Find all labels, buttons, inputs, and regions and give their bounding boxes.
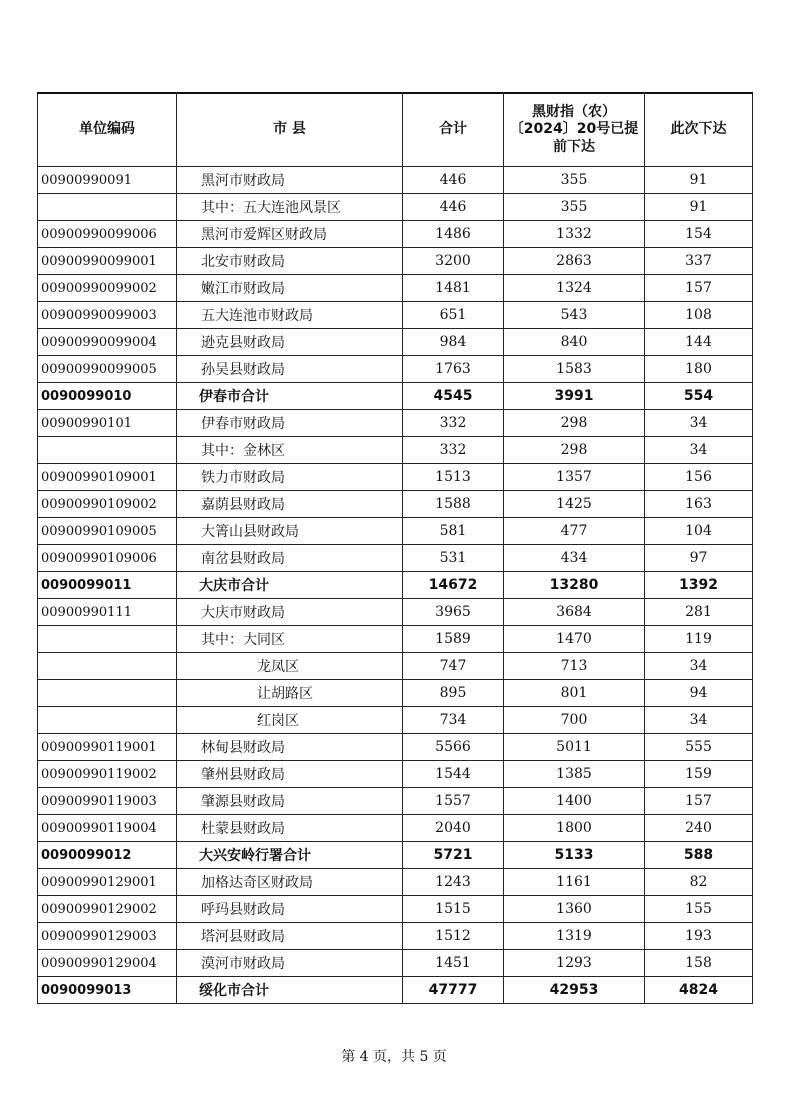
current-cell: 193: [645, 923, 753, 950]
table-row-subtotal: [38, 572, 753, 599]
name-cell: 伊春市财政局: [177, 410, 403, 437]
name-cell: 肇源县财政局: [177, 788, 403, 815]
total-cell: 581: [403, 518, 504, 545]
advance-cell: 543: [504, 302, 645, 329]
current-cell: 4824: [645, 977, 753, 1004]
name-cell: 孙吴县财政局: [177, 356, 403, 383]
current-cell: 144: [645, 329, 753, 356]
total-cell: 3965: [403, 599, 504, 626]
advance-cell: 477: [504, 518, 645, 545]
advance-cell: 1583: [504, 356, 645, 383]
name-cell: 其中：大同区: [177, 626, 403, 653]
current-cell: 163: [645, 491, 753, 518]
table-row: [38, 734, 753, 761]
current-cell: 34: [645, 707, 753, 734]
total-cell: 1515: [403, 896, 504, 923]
table-row: [38, 167, 753, 194]
total-cell: 1557: [403, 788, 504, 815]
total-cell: 446: [403, 194, 504, 221]
code-cell: 00900990099005: [38, 356, 177, 383]
code-cell: 0090099013: [38, 977, 177, 1004]
current-cell: 82: [645, 869, 753, 896]
code-cell: 00900990111: [38, 599, 177, 626]
total-cell: 4545: [403, 383, 504, 410]
code-cell: 00900990109006: [38, 545, 177, 572]
table-row: [38, 302, 753, 329]
name-cell: 大兴安岭行署合计: [177, 842, 403, 869]
current-cell: 94: [645, 680, 753, 707]
current-cell: 155: [645, 896, 753, 923]
table-row: [38, 761, 753, 788]
current-cell: 34: [645, 410, 753, 437]
name-cell: 逊克县财政局: [177, 329, 403, 356]
current-cell: 91: [645, 194, 753, 221]
name-cell: 加格达奇区财政局: [177, 869, 403, 896]
current-cell: 554: [645, 383, 753, 410]
table-row: [38, 815, 753, 842]
advance-cell: 1324: [504, 275, 645, 302]
advance-cell: 434: [504, 545, 645, 572]
table-row: [38, 653, 753, 680]
code-cell: [38, 680, 177, 707]
advance-cell: 1332: [504, 221, 645, 248]
advance-cell: 3991: [504, 383, 645, 410]
total-cell: 1486: [403, 221, 504, 248]
table-row: [38, 896, 753, 923]
total-cell: 1763: [403, 356, 504, 383]
total-cell: 5721: [403, 842, 504, 869]
current-cell: 34: [645, 437, 753, 464]
code-cell: 00900990109002: [38, 491, 177, 518]
table-row: [38, 788, 753, 815]
advance-cell: 1319: [504, 923, 645, 950]
name-cell: 其中：金林区: [177, 437, 403, 464]
code-cell: 00900990119001: [38, 734, 177, 761]
current-cell: 240: [645, 815, 753, 842]
table-row: [38, 680, 753, 707]
advance-cell: 840: [504, 329, 645, 356]
total-cell: 1544: [403, 761, 504, 788]
name-cell: 杜蒙县财政局: [177, 815, 403, 842]
total-cell: 2040: [403, 815, 504, 842]
name-cell: 南岔县财政局: [177, 545, 403, 572]
name-cell: 龙凤区: [177, 653, 403, 680]
current-cell: 34: [645, 653, 753, 680]
code-cell: [38, 653, 177, 680]
code-cell: [38, 707, 177, 734]
code-cell: 0090099010: [38, 383, 177, 410]
table-row: [38, 545, 753, 572]
table-row: [38, 437, 753, 464]
code-cell: [38, 437, 177, 464]
total-cell: 1513: [403, 464, 504, 491]
name-cell: 林甸县财政局: [177, 734, 403, 761]
code-cell: [38, 626, 177, 653]
table-body: [38, 167, 753, 1004]
table-row: [38, 599, 753, 626]
advance-cell: 1425: [504, 491, 645, 518]
name-cell: 嘉荫县财政局: [177, 491, 403, 518]
current-cell: 154: [645, 221, 753, 248]
current-cell: 159: [645, 761, 753, 788]
advance-cell: 1470: [504, 626, 645, 653]
advance-cell: 2863: [504, 248, 645, 275]
advance-cell: 355: [504, 167, 645, 194]
advance-cell: 1293: [504, 950, 645, 977]
total-cell: 1512: [403, 923, 504, 950]
name-cell: 嫩江市财政局: [177, 275, 403, 302]
code-cell: 00900990109005: [38, 518, 177, 545]
table-row: [38, 248, 753, 275]
name-cell: 伊春市合计: [177, 383, 403, 410]
table-row: [38, 518, 753, 545]
name-cell: 铁力市财政局: [177, 464, 403, 491]
table-row: [38, 329, 753, 356]
table-row: [38, 950, 753, 977]
advance-cell: 801: [504, 680, 645, 707]
advance-cell: 1357: [504, 464, 645, 491]
name-cell: 其中：五大连池风景区: [177, 194, 403, 221]
advance-cell: 1385: [504, 761, 645, 788]
advance-cell: 298: [504, 437, 645, 464]
total-cell: 332: [403, 410, 504, 437]
code-cell: [38, 194, 177, 221]
name-cell: 大庆市合计: [177, 572, 403, 599]
code-cell: 00900990119004: [38, 815, 177, 842]
current-cell: 337: [645, 248, 753, 275]
current-cell: 588: [645, 842, 753, 869]
advance-cell: 1400: [504, 788, 645, 815]
advance-cell: 1800: [504, 815, 645, 842]
current-cell: 104: [645, 518, 753, 545]
table-row: [38, 275, 753, 302]
table-header-row: [38, 93, 753, 167]
name-cell: 北安市财政局: [177, 248, 403, 275]
total-cell: 14672: [403, 572, 504, 599]
table-row: [38, 356, 753, 383]
code-cell: 00900990129002: [38, 896, 177, 923]
name-cell: 塔河县财政局: [177, 923, 403, 950]
current-cell: 180: [645, 356, 753, 383]
table-row: [38, 491, 753, 518]
table-row: [38, 923, 753, 950]
code-cell: 00900990109001: [38, 464, 177, 491]
advance-cell: 5011: [504, 734, 645, 761]
table-row-subtotal: [38, 842, 753, 869]
name-cell: 大庆市财政局: [177, 599, 403, 626]
name-cell: 肇州县财政局: [177, 761, 403, 788]
total-cell: 1588: [403, 491, 504, 518]
total-cell: 446: [403, 167, 504, 194]
code-cell: 00900990129003: [38, 923, 177, 950]
current-cell: 157: [645, 275, 753, 302]
total-cell: 734: [403, 707, 504, 734]
advance-cell: 3684: [504, 599, 645, 626]
code-cell: 00900990099001: [38, 248, 177, 275]
advance-cell: 1360: [504, 896, 645, 923]
table-row: [38, 707, 753, 734]
code-cell: 00900990099003: [38, 302, 177, 329]
allocation-table: [37, 92, 753, 1004]
table-row: [38, 869, 753, 896]
advance-cell: 1161: [504, 869, 645, 896]
total-cell: 651: [403, 302, 504, 329]
code-cell: 00900990101: [38, 410, 177, 437]
advance-cell: 355: [504, 194, 645, 221]
current-cell: 108: [645, 302, 753, 329]
total-cell: 984: [403, 329, 504, 356]
total-cell: 895: [403, 680, 504, 707]
name-cell: 大箐山县财政局: [177, 518, 403, 545]
total-cell: 531: [403, 545, 504, 572]
table-row: [38, 221, 753, 248]
table-row: [38, 194, 753, 221]
table-row: [38, 626, 753, 653]
code-cell: 00900990119002: [38, 761, 177, 788]
current-cell: 156: [645, 464, 753, 491]
name-cell: 呼玛县财政局: [177, 896, 403, 923]
total-cell: 1451: [403, 950, 504, 977]
page-number: 第 4 页，共 5 页: [341, 1049, 447, 1065]
advance-cell: 5133: [504, 842, 645, 869]
header-current-issue: 此次下达: [645, 93, 753, 167]
name-cell: 漠河市财政局: [177, 950, 403, 977]
total-cell: 1243: [403, 869, 504, 896]
total-cell: 5566: [403, 734, 504, 761]
current-cell: 1392: [645, 572, 753, 599]
total-cell: 747: [403, 653, 504, 680]
advance-cell: 298: [504, 410, 645, 437]
current-cell: 97: [645, 545, 753, 572]
advance-cell: 42953: [504, 977, 645, 1004]
advance-cell: 713: [504, 653, 645, 680]
name-cell: 让胡路区: [177, 680, 403, 707]
name-cell: 黑河市财政局: [177, 167, 403, 194]
code-cell: 00900990129001: [38, 869, 177, 896]
header-unit-code: 单位编码: [38, 93, 177, 167]
total-cell: 1589: [403, 626, 504, 653]
table-row-subtotal: [38, 383, 753, 410]
table-row-subtotal: [38, 977, 753, 1004]
name-cell: 五大连池市财政局: [177, 302, 403, 329]
code-cell: 00900990091: [38, 167, 177, 194]
code-cell: 0090099011: [38, 572, 177, 599]
header-advance-issued: 黑财指（农）〔2024〕20号已提前下达: [504, 93, 645, 167]
total-cell: 332: [403, 437, 504, 464]
current-cell: 555: [645, 734, 753, 761]
current-cell: 281: [645, 599, 753, 626]
code-cell: 00900990119003: [38, 788, 177, 815]
advance-cell: 13280: [504, 572, 645, 599]
total-cell: 3200: [403, 248, 504, 275]
code-cell: 00900990099004: [38, 329, 177, 356]
current-cell: 119: [645, 626, 753, 653]
header-city-county: 市 县: [177, 93, 403, 167]
name-cell: 红岗区: [177, 707, 403, 734]
table-row: [38, 464, 753, 491]
header-total: 合计: [403, 93, 504, 167]
total-cell: 47777: [403, 977, 504, 1004]
advance-cell: 700: [504, 707, 645, 734]
current-cell: 158: [645, 950, 753, 977]
total-cell: 1481: [403, 275, 504, 302]
code-cell: 00900990099006: [38, 221, 177, 248]
code-cell: 00900990099002: [38, 275, 177, 302]
code-cell: 0090099012: [38, 842, 177, 869]
name-cell: 黑河市爱辉区财政局: [177, 221, 403, 248]
table-row: [38, 410, 753, 437]
current-cell: 157: [645, 788, 753, 815]
current-cell: 91: [645, 167, 753, 194]
name-cell: 绥化市合计: [177, 977, 403, 1004]
code-cell: 00900990129004: [38, 950, 177, 977]
